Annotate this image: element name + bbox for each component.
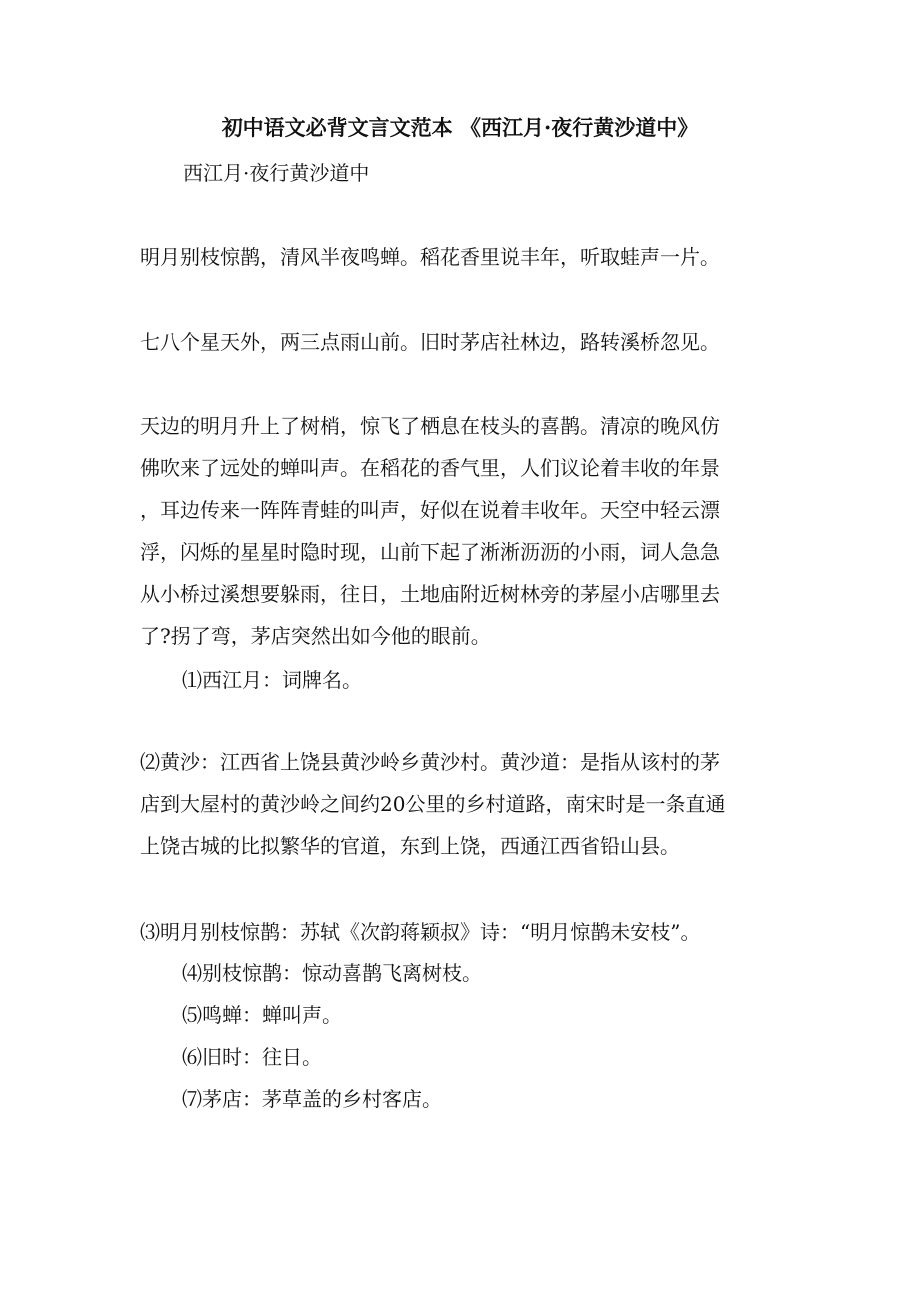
translation-line: 天边的明月升上了树梢，惊飞了栖息在枝头的喜鹊。清凉的晚风仿 (140, 414, 720, 438)
poem-line-1 (140, 236, 780, 278)
note-7: ⑺茅店：茅草盖的乡村客店。 (182, 1087, 442, 1111)
note-2-line: ⑵黄沙：江西省上饶县黄沙岭乡黄沙村。黄沙道：是指从该村的茅 (140, 750, 720, 774)
note-3: ⑶明月别枝惊鹊：苏轼《次韵蒋颖叔》诗：“明月惊鹊未安枝”。 (140, 920, 701, 944)
note-4: ⑷别枝惊鹊：惊动喜鹊飞离树枝。 (182, 961, 482, 985)
page-title: 初中语文必背文言文范本 《西江月·夜行黄沙道中》 (221, 115, 699, 140)
note-5: ⑸鸣蝉：蝉叫声。 (182, 1003, 342, 1027)
translation-line: 从小桥过溪想要躲雨，往日，土地庙附近树林旁的茅屋小店哪里去 (140, 582, 720, 606)
translation-paragraph (140, 405, 780, 657)
poem-line-2-text: 七八个星天外，两三点雨山前。旧时茅店社林边，路转溪桥忽见。 (140, 330, 720, 354)
note-2 (140, 741, 780, 867)
note-2-line: 上饶古城的比拟繁华的官道，东到上饶，西通江西省铅山县。 (140, 834, 680, 858)
note-2-line: 店到大屋村的黄沙岭之间约20公里的乡村道路，南宋时是一条直通 (140, 792, 726, 816)
poem-subtitle: 西江月·夜行黄沙道中 (183, 161, 370, 185)
translation-line: ，耳边传来一阵阵青蛙的叫声，好似在说着丰收年。天空中轻云漂 (140, 498, 720, 522)
translation-line: 了?拐了弯，茅店突然出如今他的眼前。 (140, 624, 491, 648)
translation-line: 浮，闪烁的星星时隐时现，山前下起了淅淅沥沥的小雨，词人急急 (140, 540, 720, 564)
poem-line-2 (140, 321, 780, 363)
note-6: ⑹旧时：往日。 (182, 1045, 322, 1069)
translation-line: 佛吹来了远处的蝉叫声。在稻花的香气里，人们议论着丰收的年景 (140, 456, 720, 480)
note-1: ⑴西江月：词牌名。 (182, 668, 362, 692)
poem-line-1-text: 明月别枝惊鹊，清风半夜鸣蝉。稻花香里说丰年，听取蛙声一片。 (140, 245, 720, 269)
